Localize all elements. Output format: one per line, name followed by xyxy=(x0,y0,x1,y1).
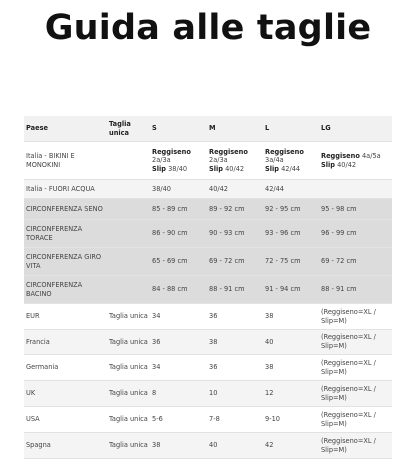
slip-label: Slip xyxy=(265,164,279,173)
measure-label: CIRCONFERENZA GIRO VITA xyxy=(24,248,107,276)
size-s-cell: 38 xyxy=(150,433,207,459)
reggiseno-label: Reggiseno xyxy=(321,151,360,160)
reggiseno-label: Reggiseno xyxy=(152,147,191,156)
header-paese: Paese xyxy=(24,116,107,142)
slip-label: Slip xyxy=(152,164,166,173)
country-cell: Francia xyxy=(24,330,107,355)
country-cell: EUR xyxy=(24,304,107,330)
table-row-country xyxy=(24,330,392,355)
size-m-cell: 90 - 93 cm xyxy=(207,220,263,248)
size-lg-cell: 96 - 99 cm xyxy=(319,220,392,248)
size-l-cell: 12 xyxy=(263,381,319,407)
size-m-cell: 10 xyxy=(207,381,263,407)
header-l: L xyxy=(263,116,319,142)
taglia-cell xyxy=(107,142,150,180)
reggiseno-label: Reggiseno xyxy=(209,147,248,156)
size-l-cell: 92 - 95 cm xyxy=(263,199,319,220)
size-s-cell: 84 - 88 cm xyxy=(150,276,207,304)
slip-value: 40/42 xyxy=(337,160,357,169)
size-lg-cell: (Reggiseno=XL / Slip=M) xyxy=(319,355,392,381)
size-m-cell: 36 xyxy=(207,304,263,330)
taglia-cell: Taglia unica xyxy=(107,355,150,381)
size-m-cell: 88 - 91 cm xyxy=(207,276,263,304)
measure-label: CIRCONFERENZA TORACE xyxy=(24,220,107,248)
country-cell: UK xyxy=(24,381,107,407)
size-lg-cell: (Reggiseno=XL / Slip=M) xyxy=(319,407,392,433)
size-lg-cell: 95 - 98 cm xyxy=(319,199,392,220)
table-row-measure xyxy=(24,220,392,248)
table-row-fuori-acqua xyxy=(24,180,392,199)
size-s-cell: 85 - 89 cm xyxy=(150,199,207,220)
slip-label: Slip xyxy=(321,160,335,169)
country-cell: Italia - BIKINI E MONOKINI xyxy=(24,142,107,180)
taglia-cell xyxy=(107,248,150,276)
size-lg-cell: (Reggiseno=XL / Slip=M) xyxy=(319,433,392,459)
table-row-measure xyxy=(24,199,392,220)
size-s-cell: 65 - 69 cm xyxy=(150,248,207,276)
country-cell: Spagna xyxy=(24,433,107,459)
size-l-cell: 42 xyxy=(263,433,319,459)
taglia-cell: Taglia unica xyxy=(107,304,150,330)
table-row-measure xyxy=(24,248,392,276)
table-row-bikini xyxy=(24,142,392,180)
size-m-cell: 38 xyxy=(207,330,263,355)
size-l-cell: 42/44 xyxy=(263,180,319,199)
taglia-cell: Taglia unica xyxy=(107,381,150,407)
bikini-lg-cell xyxy=(319,142,392,180)
measure-label: CIRCONFERENZA BACINO xyxy=(24,276,107,304)
size-lg-cell: 69 - 72 cm xyxy=(319,248,392,276)
country-cell: USA xyxy=(24,407,107,433)
table-row-measure xyxy=(24,276,392,304)
size-m-cell: 69 - 72 cm xyxy=(207,248,263,276)
size-m-cell: 89 - 92 cm xyxy=(207,199,263,220)
size-l-cell: 72 - 75 cm xyxy=(263,248,319,276)
size-l-cell: 38 xyxy=(263,355,319,381)
table-row-country xyxy=(24,433,392,459)
page-title: Guida alle taglie xyxy=(44,8,372,48)
size-lg-cell: (Reggiseno=XL / Slip=M) xyxy=(319,381,392,407)
reggiseno-label: Reggiseno xyxy=(265,147,304,156)
size-l-cell: 9-10 xyxy=(263,407,319,433)
reggiseno-value: 2a/3a xyxy=(152,156,171,165)
size-lg-cell: (Reggiseno=XL / Slip=M) xyxy=(319,304,392,330)
size-l-cell: 91 - 94 cm xyxy=(263,276,319,304)
size-m-cell: 40 xyxy=(207,433,263,459)
size-m-cell: 7-8 xyxy=(207,407,263,433)
size-s-cell: 36 xyxy=(150,330,207,355)
size-s-cell: 34 xyxy=(150,355,207,381)
taglia-cell: Taglia unica xyxy=(107,407,150,433)
slip-value: 40/42 xyxy=(225,164,245,173)
size-l-cell: 40 xyxy=(263,330,319,355)
slip-value: 38/40 xyxy=(168,164,188,173)
header-row xyxy=(24,116,392,142)
size-m-cell: 36 xyxy=(207,355,263,381)
table-row-country xyxy=(24,381,392,407)
taglia-cell: Taglia unica xyxy=(107,433,150,459)
slip-label: Slip xyxy=(209,164,223,173)
reggiseno-value: 2a/3a xyxy=(209,156,228,165)
bikini-s-cell xyxy=(150,142,207,180)
reggiseno-value: 4a/5a xyxy=(361,151,381,160)
size-lg-cell: 88 - 91 cm xyxy=(319,276,392,304)
bikini-m-cell xyxy=(207,142,263,180)
country-cell: Italia - FUORI ACQUA xyxy=(24,180,107,199)
reggiseno-value: 3a/4a xyxy=(265,156,284,165)
size-lg-cell xyxy=(319,180,392,199)
taglia-cell xyxy=(107,199,150,220)
size-l-cell: 93 - 96 cm xyxy=(263,220,319,248)
size-l-cell: 38 xyxy=(263,304,319,330)
size-s-cell: 86 - 90 cm xyxy=(150,220,207,248)
size-lg-cell: (Reggiseno=XL / Slip=M) xyxy=(319,330,392,355)
size-table xyxy=(24,116,392,459)
size-s-cell: 34 xyxy=(150,304,207,330)
header-m: M xyxy=(207,116,263,142)
size-m-cell: 40/42 xyxy=(207,180,263,199)
table-row-country xyxy=(24,304,392,330)
taglia-cell xyxy=(107,180,150,199)
size-s-cell: 8 xyxy=(150,381,207,407)
size-s-cell: 38/40 xyxy=(150,180,207,199)
taglia-cell xyxy=(107,220,150,248)
country-cell: Germania xyxy=(24,355,107,381)
table-row-country xyxy=(24,407,392,433)
size-s-cell: 5-6 xyxy=(150,407,207,433)
bikini-l-cell xyxy=(263,142,319,180)
header-lg: LG xyxy=(319,116,392,142)
header-taglia-unica: Taglia unica xyxy=(107,116,150,142)
slip-value: 42/44 xyxy=(281,164,301,173)
taglia-cell: Taglia unica xyxy=(107,330,150,355)
taglia-cell xyxy=(107,276,150,304)
header-s: S xyxy=(150,116,207,142)
table-row-country xyxy=(24,355,392,381)
measure-label: CIRCONFERENZA SENO xyxy=(24,199,107,220)
